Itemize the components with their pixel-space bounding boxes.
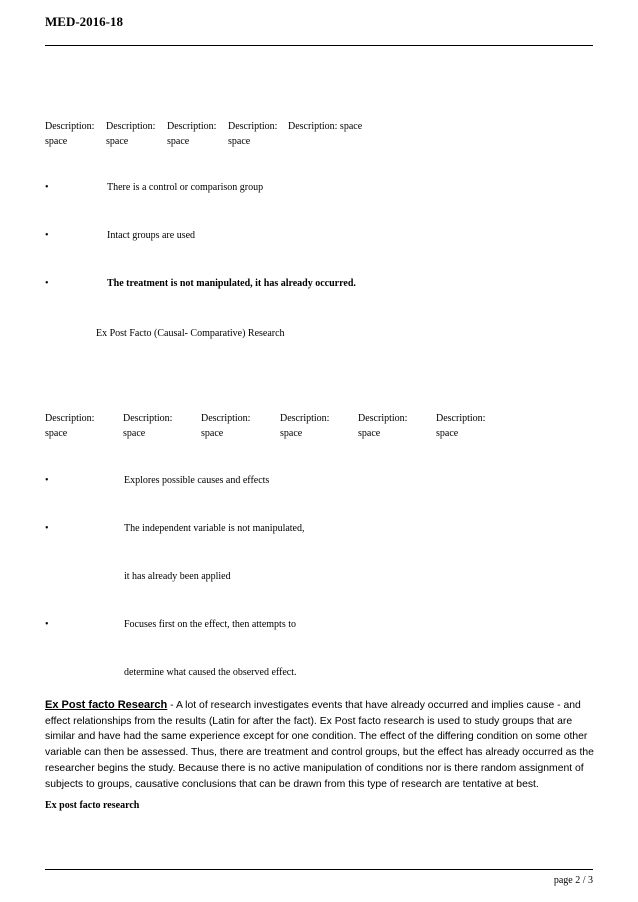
page-number: page 2 / 3 [553,875,593,886]
bullet: • [45,475,49,486]
bullet: • [45,523,49,534]
closing-heading: Ex post facto research [45,800,140,811]
bullet: • [45,230,49,241]
description-cell: Description: space [45,413,95,439]
footer-rule [45,869,593,870]
description-cell: Description: space [123,413,173,439]
definition-link[interactable]: Ex Post facto Research [45,699,168,711]
document-id: MED-2016-18 [45,14,123,29]
definition-text: - A lot of research investigates events that have already occurred and implies cause - and effect relationships from the results (Latin for after the fact). Ex Post facto research is used to study groups that are similar and have had the same experience except for one condition. The effect of the differing condition on some other variable can then be assessed. Thus, there are treatment and control groups, but the effect has already occurred as the researcher begins the study. Because there is no active manipulation of conditions nor is there random assignment of subjects to groups, causative conclusions that can be drawn from this type of research are tentative at best. [45,700,594,790]
list-item: Explores possible causes and effects [124,475,270,486]
description-cell: Description: space [436,413,486,439]
section-heading: Ex Post Facto (Causal- Comparative) Research [96,328,285,339]
list-item: Intact groups are used [107,230,196,241]
bullet: • [45,619,49,630]
list-item-continuation: it has already been applied [124,571,231,582]
header-rule [45,45,593,46]
list-item: Focuses first on the effect, then attempts to [124,619,296,630]
list-item: The treatment is not manipulated, it has already occurred. [107,278,356,289]
description-cell: Description: space [201,413,251,439]
description-cell: Description: space [228,121,278,147]
list-item: There is a control or comparison group [107,182,264,193]
description-cell: Description: space [167,121,217,147]
list-item-continuation: determine what caused the observed effect. [124,667,297,678]
description-cell: Description: space [45,121,95,147]
description-cell: Description: space [358,413,408,439]
bullet: • [45,278,49,289]
list-item: The independent variable is not manipulated, [124,523,305,534]
description-cell: Description: space [106,121,156,147]
bullet: • [45,182,49,193]
description-cell-last: Description: space [288,121,363,132]
description-cell: Description: space [280,413,330,439]
definition-paragraph [45,698,595,792]
